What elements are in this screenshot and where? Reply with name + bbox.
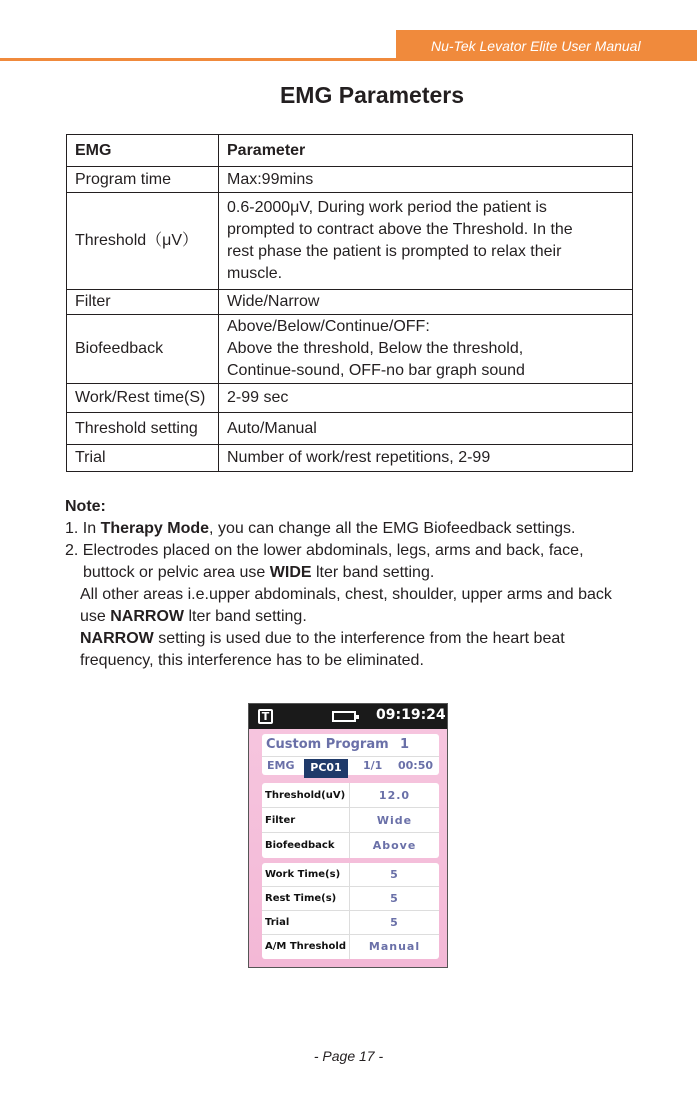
page-title: EMG Parameters bbox=[279, 82, 465, 108]
device-screen bbox=[248, 703, 448, 968]
setting-label: Threshold(uV) bbox=[265, 790, 346, 801]
parameter-line: Number of work/rest repetitions, 2-99 bbox=[227, 449, 491, 466]
table-row bbox=[67, 290, 633, 315]
program-name: Custom Program bbox=[266, 737, 389, 752]
program-info-row bbox=[262, 756, 439, 775]
setting-value: Wide bbox=[349, 808, 439, 832]
settings-group-1 bbox=[262, 783, 439, 858]
device-status-bar bbox=[249, 704, 447, 729]
setting-label: Rest Time(s) bbox=[265, 893, 337, 904]
row-name: Threshold（μV） bbox=[67, 193, 219, 290]
setting-value: 5 bbox=[349, 887, 439, 910]
note-2-line-1: 2. Electrodes placed on the lower abdominals, legs, arms and back, face, bbox=[65, 542, 584, 559]
table-row bbox=[67, 193, 633, 290]
page-number: - Page 17 - bbox=[313, 1048, 384, 1064]
note-2-line-5: NARROW setting is used due to the interference from the heart beat bbox=[80, 630, 565, 647]
row-parameter bbox=[219, 315, 633, 384]
note-2-line-4: use NARROW lter band setting. bbox=[80, 608, 307, 625]
setting-label: Filter bbox=[265, 815, 296, 826]
row-parameter bbox=[219, 413, 633, 445]
column-header-emg: EMG bbox=[67, 135, 219, 167]
battery-icon bbox=[332, 711, 356, 722]
t-logo-icon: T bbox=[258, 709, 273, 724]
setting-value: 12.0 bbox=[349, 783, 439, 807]
note-2-line-6: frequency, this interference has to be eliminated. bbox=[80, 652, 424, 669]
row-parameter bbox=[219, 445, 633, 472]
setting-row bbox=[262, 887, 439, 911]
timer-value: 00:50 bbox=[398, 759, 434, 772]
parameter-line: Continue-sound, OFF-no bar graph sound bbox=[227, 362, 525, 379]
setting-row bbox=[262, 863, 439, 887]
row-name: Program time bbox=[67, 167, 219, 193]
note-2-line-3: All other areas i.e.upper abdominals, chest, shoulder, upper arms and back bbox=[80, 586, 612, 603]
parameter-line: Auto/Manual bbox=[227, 419, 317, 437]
row-parameter bbox=[219, 384, 633, 413]
table-row bbox=[67, 413, 633, 445]
row-name: Trial bbox=[67, 445, 219, 472]
setting-row bbox=[262, 808, 439, 833]
row-name: Work/Rest time(S) bbox=[67, 384, 219, 413]
setting-row bbox=[262, 783, 439, 808]
setting-value: 5 bbox=[349, 911, 439, 934]
setting-label: Work Time(s) bbox=[265, 869, 341, 880]
parameter-line: Wide/Narrow bbox=[227, 293, 320, 310]
setting-row bbox=[262, 833, 439, 858]
parameter-line: 2-99 sec bbox=[227, 389, 289, 406]
row-name: Biofeedback bbox=[67, 315, 219, 384]
table-header-row bbox=[67, 135, 633, 167]
setting-label: Trial bbox=[265, 917, 290, 928]
setting-label: Biofeedback bbox=[265, 840, 335, 851]
parameter-line: Above/Below/Continue/OFF: bbox=[227, 318, 430, 335]
parameter-line: prompted to contract above the Threshold. In the bbox=[227, 221, 573, 238]
table-row bbox=[67, 384, 633, 413]
note-2-line-2: buttock or pelvic area use WIDE lter band setting. bbox=[83, 564, 435, 581]
setting-value: Above bbox=[349, 833, 439, 858]
notes-heading: Note: bbox=[65, 498, 106, 515]
mode-label: EMG bbox=[267, 759, 295, 772]
notes-section bbox=[65, 496, 665, 672]
row-parameter bbox=[219, 290, 633, 315]
page-indicator: 1/1 bbox=[363, 759, 383, 772]
row-name: Threshold setting bbox=[67, 413, 219, 445]
row-parameter bbox=[219, 167, 633, 193]
parameter-line: rest phase the patient is prompted to relax their bbox=[227, 243, 562, 260]
device-clock: 09:19:24 bbox=[376, 707, 446, 723]
parameter-line: Max:99mins bbox=[227, 170, 314, 188]
column-header-parameter: Parameter bbox=[219, 135, 633, 167]
setting-value: Manual bbox=[349, 935, 439, 959]
note-1: 1. In Therapy Mode, you can change all the EMG Biofeedback settings. bbox=[65, 520, 576, 537]
program-code-badge: PC01 bbox=[304, 759, 348, 778]
table-row bbox=[67, 315, 633, 384]
program-panel bbox=[262, 734, 439, 775]
parameter-line: Above the threshold, Below the threshold, bbox=[227, 340, 524, 357]
row-name: Filter bbox=[67, 290, 219, 315]
row-parameter bbox=[219, 193, 633, 290]
parameter-table bbox=[66, 134, 633, 472]
parameter-line: 0.6-2000μV, During work period the patient is bbox=[227, 199, 547, 216]
setting-value: 5 bbox=[349, 863, 439, 886]
settings-group-2 bbox=[262, 863, 439, 959]
parameter-line: muscle. bbox=[227, 265, 283, 282]
program-number: 1 bbox=[400, 737, 410, 752]
setting-label: A/M Threshold bbox=[265, 941, 347, 952]
manual-title: Nu-Tek Levator Elite User Manual bbox=[396, 30, 697, 61]
setting-row bbox=[262, 911, 439, 935]
table-row bbox=[67, 445, 633, 472]
setting-row bbox=[262, 935, 439, 959]
table-row bbox=[67, 167, 633, 193]
